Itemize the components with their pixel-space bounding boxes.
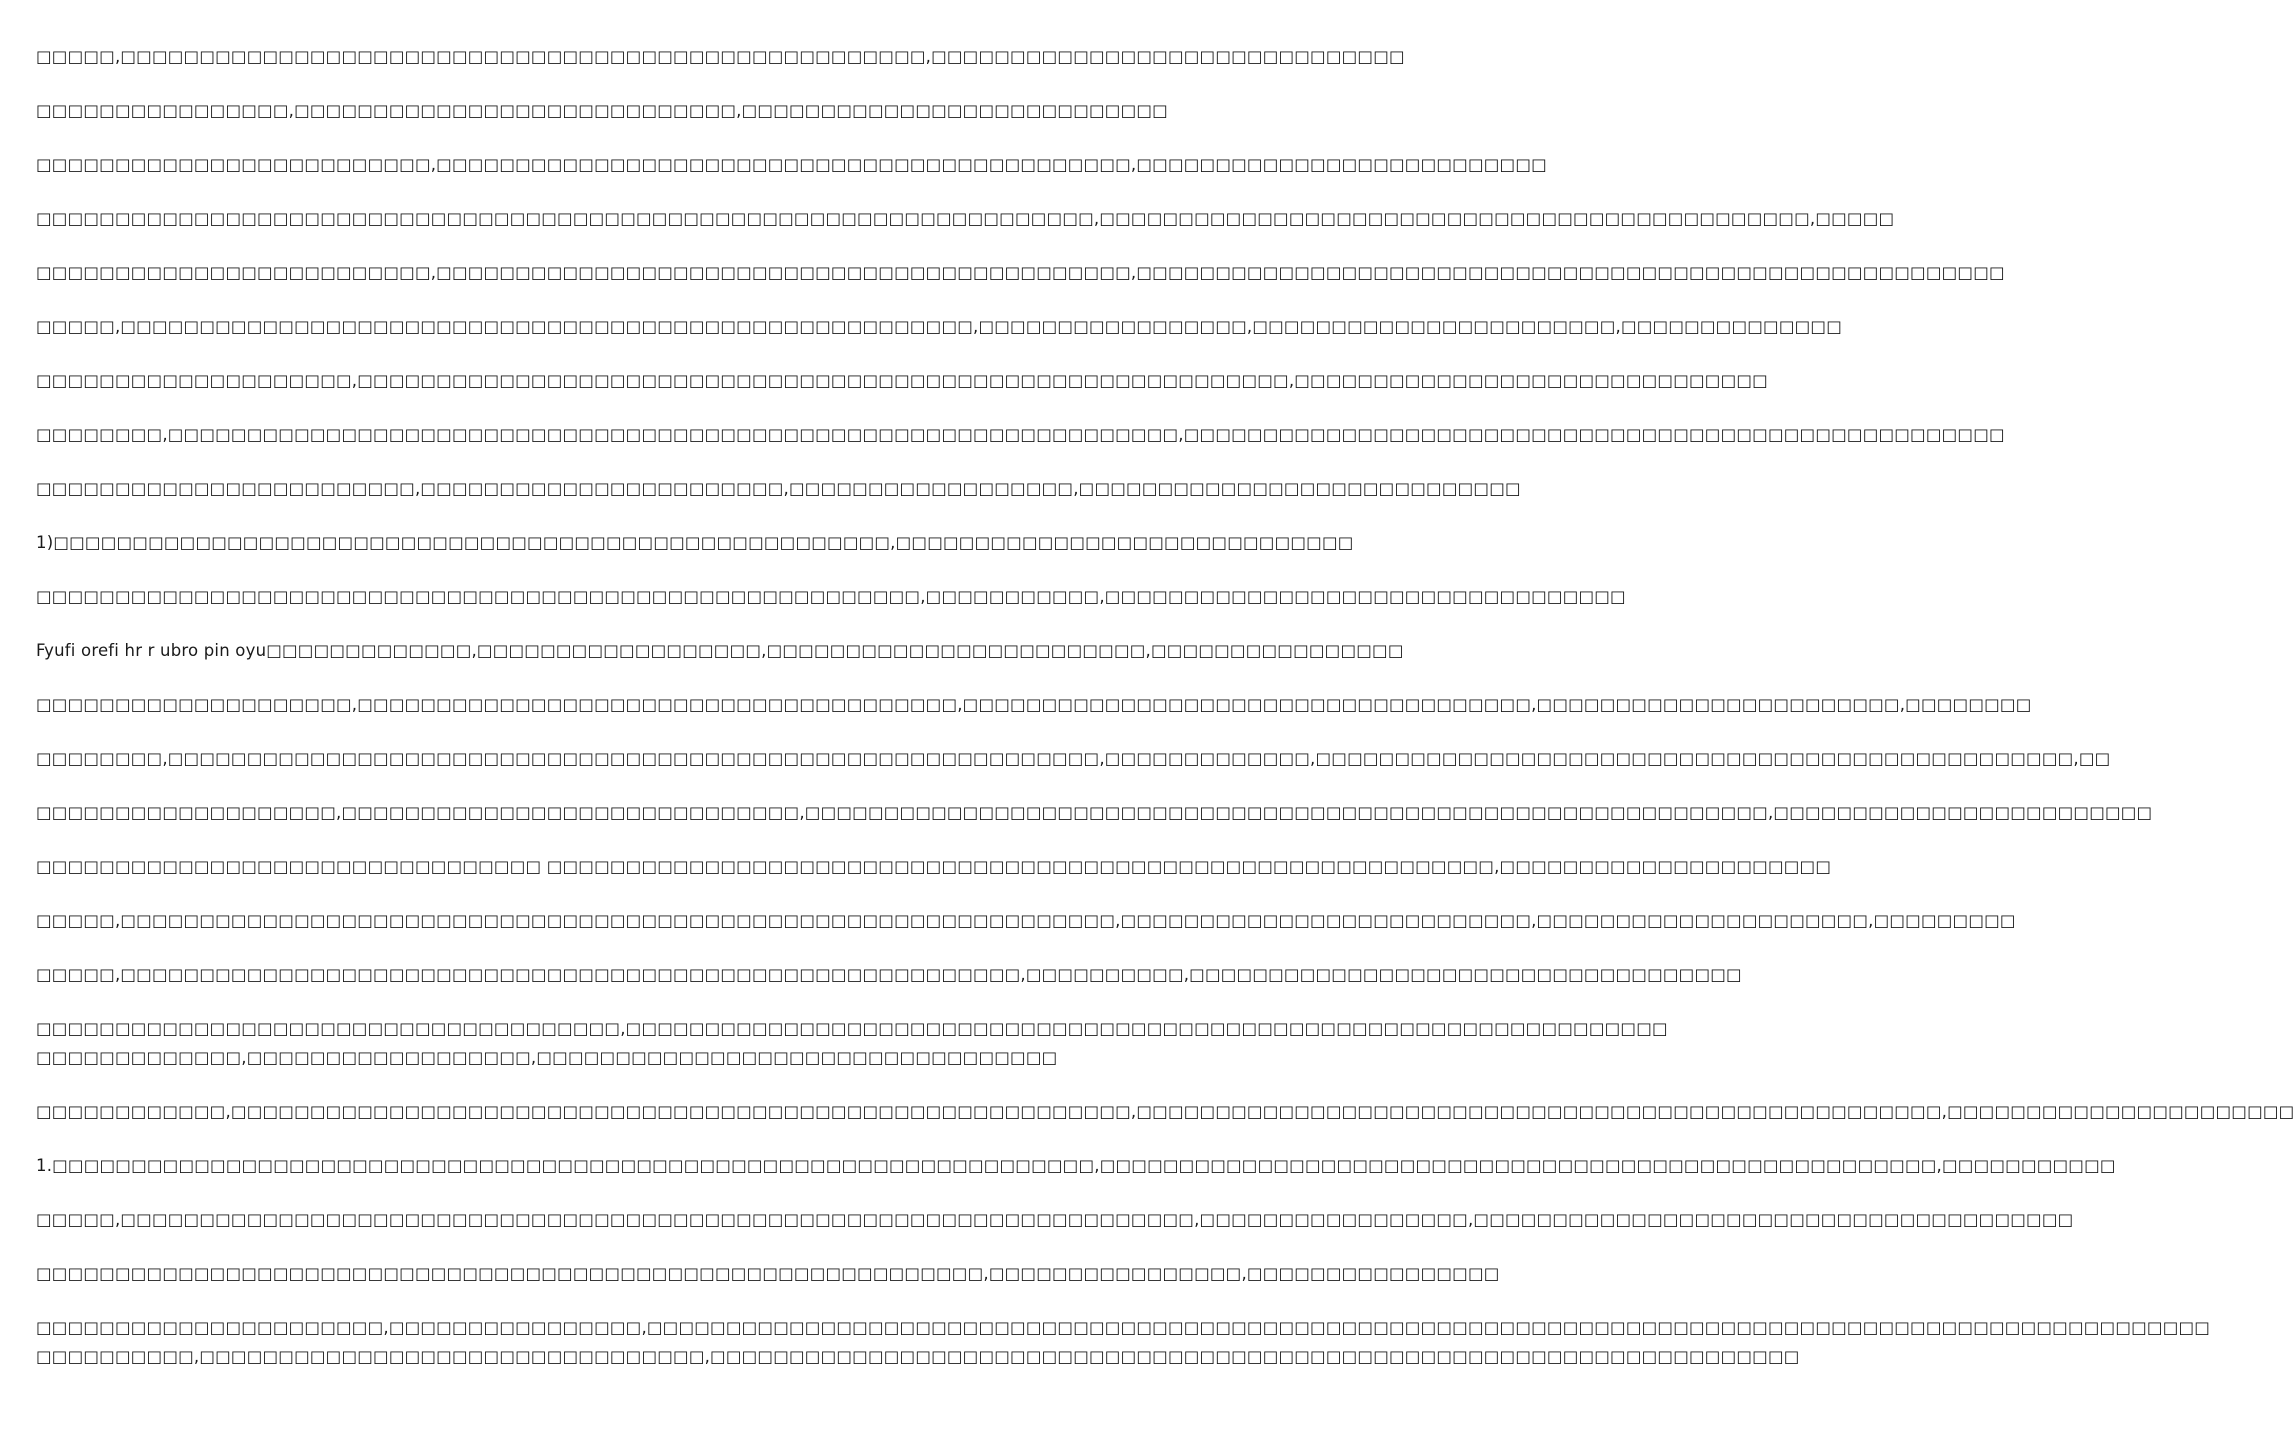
paragraph: □□□□□□□□,□□□□□□□□□□□□□□□□□□□□□□□□□□□□□□□□□□□□□□□□□□□□□□□□□□□□□□□□□□□,□□□□□□□□□□□□□,□□□□□□□□□□□□□□□□□□□□□□□□□□□□□□□□□□□□□□□□□□□□□□□□,□□ bbox=[36, 749, 2111, 768]
paragraph: □□□□□□□□□□□□□□□□□□□□□□□□,□□□□□□□□□□□□□□□□□□□□□□□,□□□□□□□□□□□□□□□□□□,□□□□□□□□□□□□□□□□□□□□□□□□□□□□ bbox=[36, 479, 1521, 498]
numbered-paragraph: 1.□□□□□□□□□□□□□□□□□□□□□□□□□□□□□□□□□□□□□□□□□□□□□□□□□□□□□□□□□□□□□□□□□□,□□□□□□□□□□□□□□□□□□□□□□□□□□□□□□□□□□□□□□□□□□□□□□□□□□□□□,□□□□□□□□□□□ bbox=[36, 1156, 2116, 1175]
paragraph: □□□□□□□□□□□□□□□□□□□□□□□□□□□□□□□□□□□□□□□□□□□□□□□□□□□□□□□□,□□□□□□□□□□□,□□□□□□□□□□□□□□□□□□□□□□□□□□□□□□□□□ bbox=[36, 587, 1626, 606]
paragraph: □□□□□□□□□□□□□□□□□□□□□□□□□,□□□□□□□□□□□□□□□□□□□□□□□□□□□□□□□□□□□□□□□□□□□□,□□□□□□□□□□□□□□□□□□□□□□□□□□□□□□□□□□□□□□□□□□□□□□□□□□□□□□□ bbox=[36, 263, 2005, 282]
paragraph: □□□□□,□□□□□□□□□□□□□□□□□□□□□□□□□□□□□□□□□□□□□□□□□□□□□□□□□□□□□□□□□,□□□□□□□□□□,□□□□□□□□□□□□□□□□□□□□□□□□□□□□□□□□□□□ bbox=[36, 965, 1742, 984]
paragraph: □□□□□□□□,□□□□□□□□□□□□□□□□□□□□□□□□□□□□□□□□□□□□□□□□□□□□□□□□□□□□□□□□□□□□□□□□,□□□□□□□□□□□□□□□□□□□□□□□□□□□□□□□□□□□□□□□□□□□□□□□□□□□□ bbox=[36, 425, 2005, 444]
paragraph: □□□□□,□□□□□□□□□□□□□□□□□□□□□□□□□□□□□□□□□□□□□□□□□□□□□□□□□□□□□□□□□□□□□□□□□□□□,□□□□□□□□□□□□□□□□□,□□□□□□□□□□□□□□□□□□□□□□□□□□□□□□□□□□□□□□ bbox=[36, 1210, 2074, 1229]
paragraph: □□□□□□□□□□□□□□□□□□□□,□□□□□□□□□□□□□□□□□□□□□□□□□□□□□□□□□□□□□□,□□□□□□□□□□□□□□□□□□□□□□□□□□□□□□□□□□□□,□□□□□□□□□□□□□□□□□□□□□□□,□□□□□□□□ bbox=[36, 695, 2032, 714]
paragraph: □□□□□□□□□□□□□□□□□□□□□□□□□□□□□□□□ □□□□□□□□□□□□□□□□□□□□□□□□□□□□□□□□□□□□□□□□□□□□□□□□□□□□□□□□□□□□,□□□□□□□□□□□□□□□□□□□□□ bbox=[36, 857, 1832, 876]
paragraph: □□□□□□□□□□□□,□□□□□□□□□□□□□□□□□□□□□□□□□□□□□□□□□□□□□□□□□□□□□□□□□□□□□□□□□,□□□□□□□□□□□□□□□□□□□□□□□□□□□□□□□□□□□□□□□□□□□□□□□□□□□,□□□□□□□□□□□□□□□□□□□□□□ bbox=[36, 1102, 2294, 1121]
paragraph: Fyufi orefi hr r ubro pin oyu□□□□□□□□□□□□□,□□□□□□□□□□□□□□□□□□,□□□□□□□□□□□□□□□□□□□□□□□□,□□□□□□□□□□□□□□□□ bbox=[36, 641, 1404, 660]
paragraph-line: □□□□□□□□□□□□□□□□□□□□□□,□□□□□□□□□□□□□□□□,□□□□□□□□□□□□□□□□□□□□□□□□□□□□□□□□□□□□□□□□□□□□□□□□□□□□□□□□□□□□□□□□□□□□□□□□□□□□□□□□□□□□□□□□□□□□□□□□□□□ bbox=[36, 1318, 2211, 1337]
paragraph: □□□□□□□□□□□□□□□□□□□□□□□□□□□□□□□□□□□□□□□□□□□□□□□□□□□□□□□□□□□□□□□□□□□,□□□□□□□□□□□□□□□□□□□□□□□□□□□□□□□□□□□□□□□□□□□□□,□□□□□ bbox=[36, 209, 1895, 228]
paragraph: □□□□□□□□□□□□□□□□,□□□□□□□□□□□□□□□□□□□□□□□□□□□□,□□□□□□□□□□□□□□□□□□□□□□□□□□□ bbox=[36, 101, 1168, 120]
paragraph: □□□□□□□□□□□□□□□□□□□,□□□□□□□□□□□□□□□□□□□□□□□□□□□□□,□□□□□□□□□□□□□□□□□□□□□□□□□□□□□□□□□□□□□□□□□□□□□□□□□□□□□□□□□□□□□,□□□□□□□□□□□□□□□□□□□□□□□□ bbox=[36, 803, 2153, 822]
paragraph-line: □□□□□□□□□□□□□,□□□□□□□□□□□□□□□□□□,□□□□□□□□□□□□□□□□□□□□□□□□□□□□□□□□□ bbox=[36, 1048, 1058, 1067]
paragraph: □□□□□,□□□□□□□□□□□□□□□□□□□□□□□□□□□□□□□□□□□□□□□□□□□□□□□□□□□□□□,□□□□□□□□□□□□□□□□□,□□□□□□□□□□□□□□□□□□□□□□□,□□□□□□□□□□□□□□ bbox=[36, 317, 1843, 336]
paragraph: □□□□□□□□□□□□□□□□□□□□□□□□□□□□□□□□□□□□□□□□□□□□□□□□□□□□□□□□□□□□,□□□□□□□□□□□□□□□□,□□□□□□□□□□□□□□□□ bbox=[36, 1264, 1500, 1283]
paragraph: □□□□□□□□□□□□□□□□□□□□□□□□□,□□□□□□□□□□□□□□□□□□□□□□□□□□□□□□□□□□□□□□□□□□□□,□□□□□□□□□□□□□□□□□□□□□□□□□□ bbox=[36, 155, 1547, 174]
paragraph-line: □□□□□□□□□□,□□□□□□□□□□□□□□□□□□□□□□□□□□□□□□□□,□□□□□□□□□□□□□□□□□□□□□□□□□□□□□□□□□□□□□□□□□□□□□□□□□□□□□□□□□□□□□□□□□□□□□ bbox=[36, 1347, 1800, 1366]
paragraph: □□□□□,□□□□□□□□□□□□□□□□□□□□□□□□□□□□□□□□□□□□□□□□□□□□□□□□□□□□□□□□□□□□□□□,□□□□□□□□□□□□□□□□□□□□□□□□□□,□□□□□□□□□□□□□□□□□□□□□,□□□□□□□□□ bbox=[36, 911, 2016, 930]
paragraph: □□□□□□□□□□□□□□□□□□□□,□□□□□□□□□□□□□□□□□□□□□□□□□□□□□□□□□□□□□□□□□□□□□□□□□□□□□□□□□□□,□□□□□□□□□□□□□□□□□□□□□□□□□□□□□□ bbox=[36, 371, 1768, 390]
paragraph-line: □□□□□□□□□□□□□□□□□□□□□□□□□□□□□□□□□□□□□,□□□□□□□□□□□□□□□□□□□□□□□□□□□□□□□□□□□□□□□□□□□□□□□□□□□□□□□□□□□□□□□□□□ bbox=[36, 1019, 1668, 1038]
paragraph: □□□□□,□□□□□□□□□□□□□□□□□□□□□□□□□□□□□□□□□□□□□□□□□□□□□□□□□□□,□□□□□□□□□□□□□□□□□□□□□□□□□□□□□□ bbox=[36, 47, 1405, 66]
document-body bbox=[36, 44, 2294, 1398]
numbered-paragraph: 1)□□□□□□□□□□□□□□□□□□□□□□□□□□□□□□□□□□□□□□□□□□□□□□□□□□□□□,□□□□□□□□□□□□□□□□□□□□□□□□□□□□□ bbox=[36, 533, 1354, 552]
